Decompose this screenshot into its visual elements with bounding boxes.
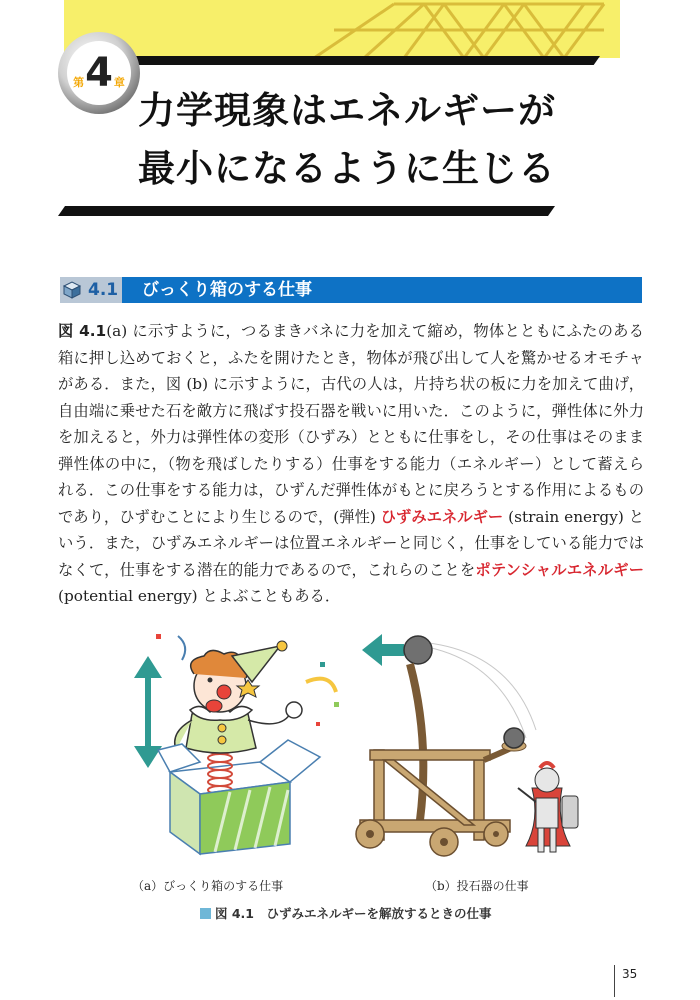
chapter-number: 4 [85, 50, 113, 96]
cube-icon [60, 280, 82, 300]
chapter-title [138, 82, 556, 198]
caption-b: （b）投石器の仕事 [425, 879, 529, 893]
section-heading [60, 277, 642, 303]
paragraph-part-2: (strain energy) という．また，ひずみエネルギーは位置エネルギーと同じく，仕事をしている能力ではなくて，仕事をする潜在的能力であるので，これらのことを [58, 507, 644, 579]
truss-bridge-illustration [64, 0, 620, 58]
arrow-left-icon [362, 634, 404, 666]
header-stripe-top [94, 56, 600, 65]
double-arrow-icon [134, 656, 162, 768]
page-number: 35 [622, 967, 638, 981]
figure-caption [200, 904, 492, 922]
chapter-banner [64, 0, 620, 58]
caption-a: （a）びっくり箱のする仕事 [132, 879, 284, 893]
section-title: びっくり箱のする仕事 [142, 280, 312, 300]
chapter-title-line1: 力学現象はエネルギーが [138, 89, 556, 132]
section-number: 4.1 [88, 280, 119, 300]
term-potential-energy: ポテンシャルエネルギー [475, 560, 644, 579]
figure-caption-text: 図 4.1 ひずみエネルギーを解放するときの仕事 [215, 906, 492, 921]
jack-in-the-box-illustration [120, 622, 360, 872]
paragraph-part-1: (a) に示すように，つるまきバネに力を加えて縮め，物体とともにふたのある箱に押し込めておくと，ふたを開けたとき，物体が飛び出して人を驚かせるオモチャがある．また，図 (b) に示すように，古代の人は，片持ち状の板に力を加えて曲げ，自由端に乗せた石を敵方に飛ばす投石器を戦いに用いた．このように，弾性体に外力を加えると，外力は弾性体の変形（ひずみ）とともに仕事をし，その仕事はそのまま弾性体の中に，（物を飛ばしたりする）仕事をする能力（エネルギー）として蓄えられる．この仕事をする能力は，ひずんだ弾性体がもとに戻ろうとする作用によるものであり，ひずむことにより生じるので，(弾性) [58, 322, 644, 526]
header-stripe-bottom [58, 206, 555, 216]
paragraph-part-3: (potential energy) とよぶこともある． [58, 587, 341, 605]
chapter-badge [58, 32, 140, 114]
chapter-prefix: 第 [73, 76, 85, 89]
figure-reference: 図 4.1 [58, 322, 107, 340]
chapter-title-line2: 最小になるように生じる [138, 147, 556, 190]
body-paragraph [58, 318, 644, 610]
catapult-illustration [340, 620, 590, 875]
chapter-suffix: 章 [113, 76, 125, 89]
cube-icon [200, 908, 211, 919]
page-number-rule [614, 965, 615, 997]
term-strain-energy: ひずみエネルギー [380, 507, 504, 526]
